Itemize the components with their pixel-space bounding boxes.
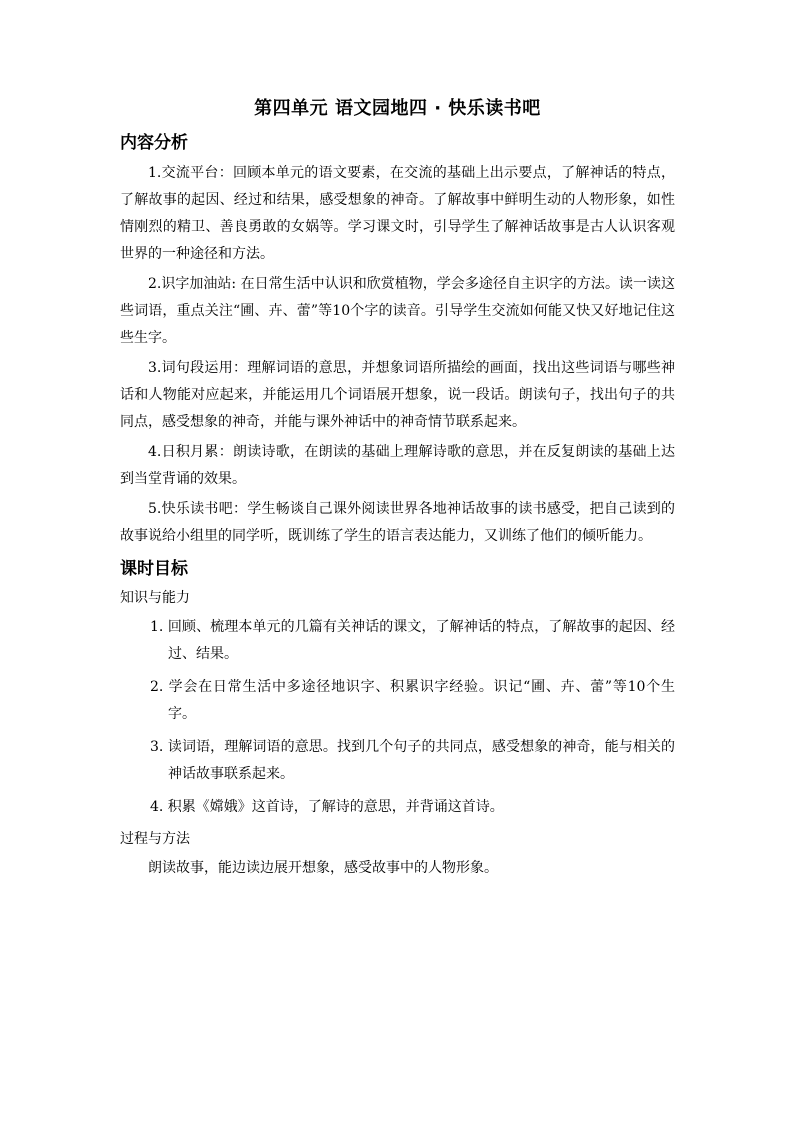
document-page — [120, 96, 675, 882]
process-method-heading: 过程与方法 — [120, 831, 190, 847]
list-item: 3. 读词语，理解词语的意思。找到几个句子的共同点，感受想象的神奇，能与相关的神话故事联系起来。 — [150, 739, 675, 782]
analysis-paragraph-5: 5.快乐读书吧：学生畅谈自己课外阅读世界各地神话故事的读书感受，把自己读到的故事说给小组里的同学听，既训练了学生的语言表达能力，又训练了他们的倾听能力。 — [120, 501, 675, 544]
list-item: 2. 学会在日常生活中多途径地识字、积累识字经验。识记“圃、卉、蕾”等10个生字。 — [150, 679, 675, 722]
analysis-paragraph-3: 3.词句段运用：理解词语的意思，并想象词语所描绘的画面，找出这些词语与哪些神话和人物能对应起来，并能运用几个词语展开想象，说一段话。朗读句子，找出句子的共同点，感受想象的神奇，并能与课外神话中的神奇情节联系起来。 — [120, 360, 675, 430]
analysis-paragraph-2: 2.识字加油站: 在日常生活中认识和欣赏植物，学会多途径自主识字的方法。读一读这些词语，重点关注“圃、卉、蕾”等10个字的读音。引导学生交流如何能又快又好地记住这些生字。 — [120, 276, 675, 346]
analysis-paragraph-4: 4.日积月累：朗读诗歌，在朗读的基础上理解诗歌的意思，并在反复朗读的基础上达到当堂背诵的效果。 — [120, 444, 675, 487]
process-method-text: 朗读故事，能边读边展开想象，感受故事中的人物形象。 — [148, 860, 498, 876]
analysis-paragraph-1: 1.交流平台：回顾本单元的语文要素，在交流的基础上出示要点，了解神话的特点，了解故事的起因、经过和结果，感受想象的神奇。了解故事中鲜明生动的人物形象，如性情刚烈的精卫、善良勇敢的女娲等。学习课文时，引导学生了解神话故事是古人认识客观世界的一种途径和方法。 — [120, 165, 675, 262]
list-item: 1. 回顾、梳理本单元的几篇有关神话的课文，了解神话的特点，了解故事的起因、经过、结果。 — [150, 619, 675, 662]
content-analysis-heading: 内容分析 — [120, 133, 188, 153]
lesson-goals-heading: 课时目标 — [120, 559, 188, 579]
list-item: 4. 积累《嫦娥》这首诗，了解诗的意思，并背诵这首诗。 — [150, 799, 504, 815]
knowledge-ability-list — [120, 614, 675, 821]
knowledge-ability-heading: 知识与能力 — [120, 590, 190, 606]
document-title: 第四单元 语文园地四 · 快乐读书吧 — [254, 98, 541, 119]
